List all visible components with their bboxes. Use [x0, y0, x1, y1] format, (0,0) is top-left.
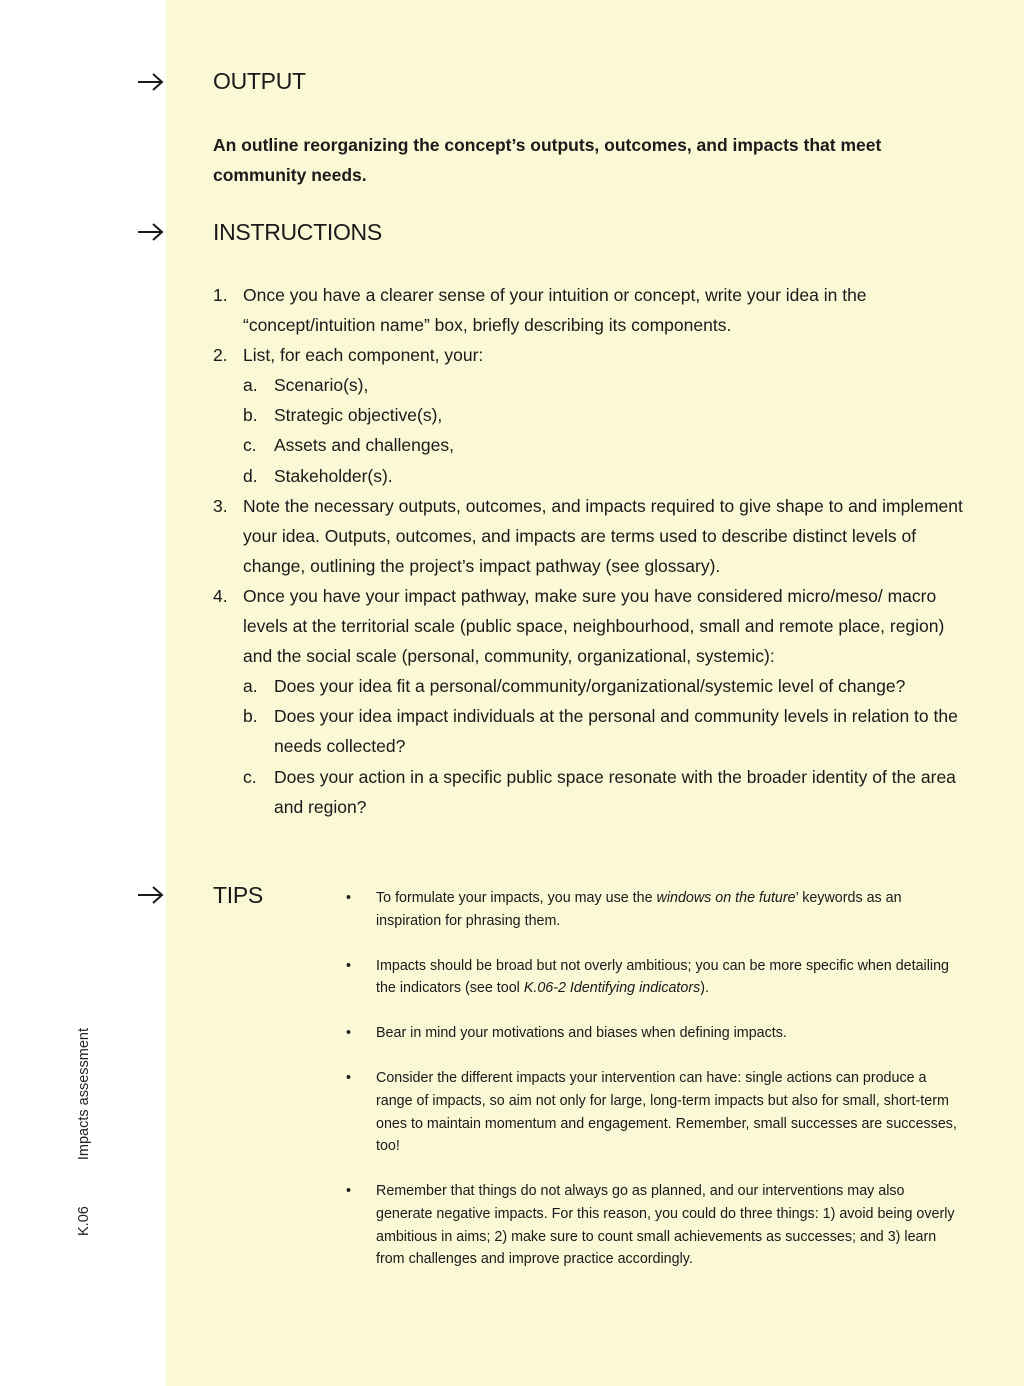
sub-text: Strategic objective(s), — [274, 405, 443, 426]
step-text: List, for each component, your: — [243, 345, 484, 366]
step-text: Once you have your impact pathway, make sure you have considered micro/meso/ macro levels at the territorial scale (public space, neighbourhood, small and remote place, region) and the social scale (personal, community, organizational, systemic): — [243, 585, 945, 667]
step-number: 4. — [213, 585, 228, 606]
tip-text: Impacts should be broad but not overly ambitious; you can be more specific when detailing the indicators (see tool — [376, 957, 949, 997]
tip-text: Remember that things do not always go as planned, and our interventions may also generate negative impacts. For this reason, you could do three things: 1) avoid being overly ambitious in aims; 2) make sure to count small achievements as successes; and 3) learn from challenges and improve practice accordingly. — [376, 1183, 955, 1268]
step-text: Note the necessary outputs, outcomes, and impacts required to give shape to and implement your idea. Outputs, outcomes, and impacts are terms used to describe distinct levels of change, outlining the project’s impact pathway (see glossary). — [243, 495, 963, 576]
tip-text: Bear in mind your motivations and biases when defining impacts. — [376, 1025, 787, 1042]
arrow-right-icon — [136, 70, 166, 94]
instruction-step — [213, 340, 973, 490]
bullet: • — [346, 957, 352, 974]
tip-item — [344, 1180, 964, 1270]
tip-item — [344, 887, 964, 932]
sub-item — [243, 701, 973, 761]
bullet: • — [346, 1025, 352, 1042]
sub-item — [243, 461, 973, 491]
tips-heading: TIPS — [213, 882, 263, 908]
tip-text: Consider the different impacts your intervention can have: single actions can produce a range of impacts, so aim not only for large, long-term impacts but also for small, short-term ones to maintain momentum and engagement. Remember, small successes are successes, too! — [376, 1070, 957, 1155]
section-title: Impacts assessment — [76, 1027, 92, 1161]
instruction-step — [213, 491, 973, 581]
instructions-heading: INSTRUCTIONS — [213, 219, 382, 245]
sidebar-label — [76, 1028, 92, 1236]
sub-letter: c. — [243, 435, 257, 456]
tip-italic: windows on the future — [656, 890, 796, 906]
sub-letter: b. — [243, 706, 258, 727]
tip-text: ). — [700, 980, 709, 997]
instruction-step — [213, 581, 973, 822]
arrow-right-icon — [136, 220, 166, 244]
step-text: Once you have a clearer sense of your intuition or concept, write your idea in the “concept/intuition name” box, briefly describing its components. — [243, 285, 867, 336]
sub-text: Does your action in a specific public space resonate with the broader identity of the area and region? — [274, 766, 956, 817]
sub-list — [243, 370, 973, 490]
bullet: • — [346, 1183, 352, 1200]
output-heading: OUTPUT — [213, 68, 306, 94]
sub-item — [243, 762, 973, 822]
sub-letter: b. — [243, 405, 258, 426]
tip-text: To formulate your impacts, you may use the — [376, 890, 657, 906]
sub-list — [243, 671, 973, 821]
sub-text: Does your idea fit a personal/community/organizational/systemic level of change? — [274, 676, 906, 697]
tip-item — [344, 955, 964, 1000]
sub-text: Stakeholder(s). — [274, 465, 393, 486]
tips-list — [344, 887, 964, 1293]
sub-letter: c. — [243, 766, 257, 787]
bullet: • — [346, 890, 352, 906]
tip-item — [344, 1067, 964, 1157]
tip-italic: K.06-2 Identifying indicators — [523, 980, 701, 997]
sub-item — [243, 370, 973, 400]
arrow-right-icon — [136, 883, 166, 907]
instructions-list — [213, 280, 973, 822]
sub-item — [243, 430, 973, 460]
sub-letter: a. — [243, 375, 258, 396]
step-number: 3. — [213, 495, 228, 516]
sub-item — [243, 671, 973, 701]
instruction-step — [213, 280, 973, 340]
sub-text: Assets and challenges, — [274, 435, 454, 456]
bullet: • — [346, 1070, 352, 1087]
step-number: 2. — [213, 345, 228, 366]
sub-item — [243, 400, 973, 430]
output-description: An outline reorganizing the concept’s outputs, outcomes, and impacts that meet community needs. — [213, 135, 882, 185]
tip-text: ’ keywords as an inspiration for phrasing them. — [376, 890, 902, 929]
section-code: K.06 — [76, 1206, 92, 1236]
sub-text: Does your idea impact individuals at the personal and community levels in relation to the needs collected? — [274, 706, 958, 757]
sub-letter: a. — [243, 676, 258, 697]
tip-item — [344, 1022, 964, 1045]
sub-text: Scenario(s), — [274, 375, 369, 396]
step-number: 1. — [213, 285, 228, 305]
sub-letter: d. — [243, 465, 258, 486]
